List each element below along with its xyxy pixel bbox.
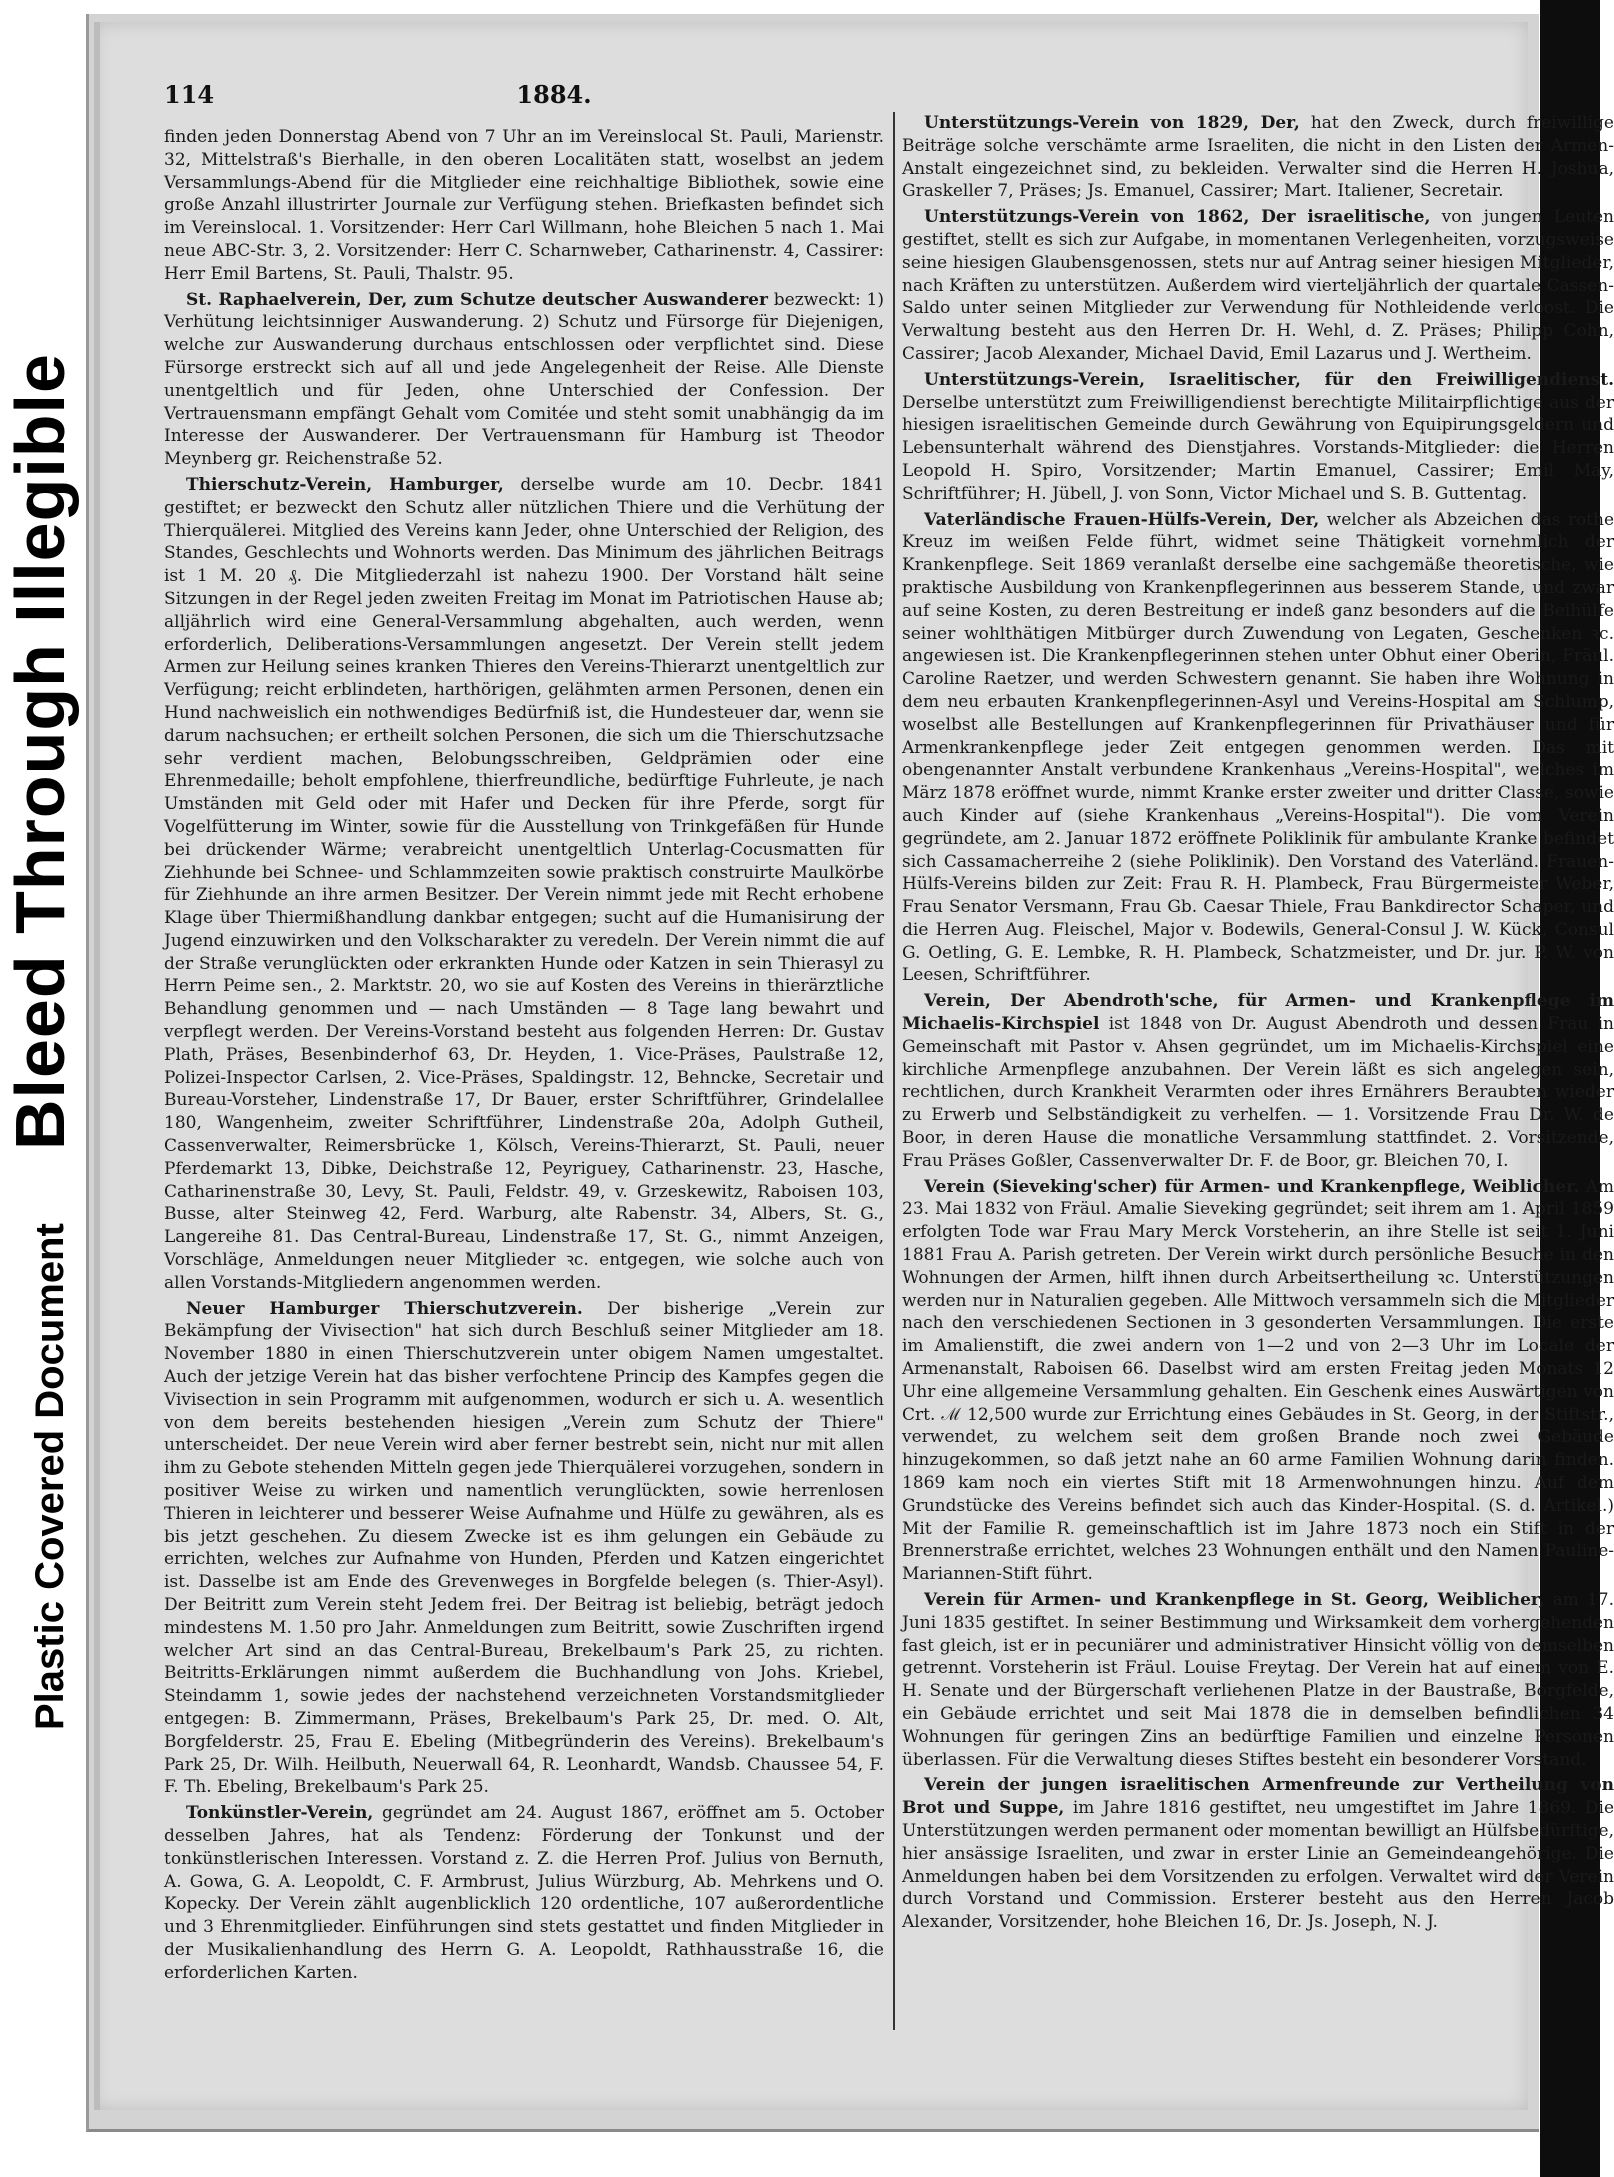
entry-text: welcher als Abzeichen das rothe Kreuz im weißen Felde führt, widmet seine Thätigkeit vornehmlich der Krankenpflege. Seit 1869 veranlaßt derselbe eine sachgemäße theoretische, wie praktische Ausbildung von Krankenpflegerinnen aus besserem Stande, und zwar auf seine Kosten, zu deren Bestreitung er indeß ganz besonders auf die Beihülfe seiner wohlthätigen Mitbürger durch Zuwendung von Legaten, Geschenken ꝛc. angewiesen ist. Die Krankenpflegerinnen stehen unter Obhut einer Oberin, Fräul. Caroline Raetzer, und werden Schwestern genannt. Sie haben ihre Wohnung in dem neu erbauten Krankenpflegerinnen-Asyl und Vereins-Hospital am Schlump, woselbst alle Bestellungen auf Krankenpflegerinnen für Privathäuser und für Armenkrankenpflege jeder Zeit entgegen genommen werden. Das mit obengenannter Anstalt verbundene Krankenhaus „Vereins-Hospital", welches im März 1878 eröffnet wurde, nimmt Kranke erster zweiter und dritter Classe, sowie auch Kinder auf (siehe Krankenhaus „Vereins-Hospital"). Die vom Verein gegründete, am 2. Januar 1872 eröffnete Poliklinik für ambulante Kranke befindet sich Cassamacherreihe 2 (siehe Poliklinik). Den Vorstand des Vaterländ. Frauen-Hülfs-Vereins bilden zur Zeit: Frau R. H. Plambeck, Frau Bürgermeister Weber, Frau Senator Versmann, Frau Gb. Caesar Thiele, Frau Bankdirector Schaper, und die Herren Aug. Fleischel, Major v. Bodewils, General-Consul J. W. Kück, Consul G. Oetling, G. E. Lembke, R. H. Plambeck, Schatzmeister, und Dr. jur. P. W. von Leesen, Schriftführer. <box>902 509 1614 986</box>
entry-text: derselbe wurde am 10. Decbr. 1841 gestiftet; er bezweckt den Schutz aller nützlichen Thiere und die Verhütung der Thierquälerei. Mitglied des Vereins kann Jeder, ohne Unterschied der Religion, des Standes, Geschlechts und Wohnorts werden. Das Minimum des jährlichen Beitrags ist 1 M. 20 ₰. Die Mitgliederzahl ist nahezu 1900. Der Vorstand hält seine Sitzungen in der Regel jeden zweiten Freitag im Monat im Patriotischen Hause ab; alljährlich wird eine General-Versammlung abgehalten, auch werden, wenn erforderlich, Deliberations-Versammlungen angesetzt. Der Verein stellt jedem Armen zur Heilung seines kranken Thieres den Vereins-Thierarzt unentgeltlich zur Verfügung; reicht erblindeten, harthörigen, gelähmten armen Personen, denen ein Hund nachweislich ein nothwendiges Bedürfniß ist, die Hundesteuer dar, wenn sie darum nachsuchen; er ertheilt solchen Personen, die sich um die Thierschutzsache sehr verdient machen, Belobungsschreiben, Geldprämien oder eine Ehrenmedaille; beholt empfohlene, thierfreundliche, bedürftige Fuhrleute, je nach Umständen mit Geld oder mit Hafer und Decken für ihre Pferde, sorgt für Vogelfütterung im Winter, sowie für die Ausstellung von Trinkgefäßen für Hunde bei drückender Wärme; verabreicht unentgeltlich Unterlag-Cocusmatten für Ziehhunde bei Schnee- und Schlammzeiten sowie praktisch construirte Maulkörbe für Ziehhunde an ihre armen Besitzer. Der Verein nimmt jede mit Recht erhobene Klage über Thiermißhandlung dankbar entgegen; sucht auf die Humanisirung der Jugend einzuwirken und den Volkscharakter zu veredeln. Der Verein nimmt die auf der Straße verunglückten oder erkrankten Hunde oder Katzen in sein Thierasyl zu Herrn Peime sen., 2. Marktstr. 20, wo sie auf Kosten des Vereins in thierärztliche Behandlung genommen und — nach Umständen — 8 Tage lang bewahrt und verpflegt werden. Der Vereins-Vorstand besteht aus folgenden Herren: Dr. Gustav Plath, Präses, Besenbinderhof 63, Dr. Heyden, 1. Vice-Präses, Paulstraße 12, Polizei-Inspector Carlsen, 2. Vice-Präses, Spaldingstr. 12, Behncke, Secretair und Bureau-Vorsteher, Lindenstraße 17, Dr Bauer, erster Schriftführer, Grindelallee 180, Wangenheim, zweiter Schriftführer, Lindenstraße 20a, Adolph Gutheil, Cassenverwalter, Reimersbrücke 1, Kölsch, Vereins-Thierarzt, St. Pauli, neuer Pferdemarkt 13, Dibke, Deichstraße 12, Peyriguey, Catharinenstr. 23, Hasche, Catharinenstraße 30, Levy, St. Pauli, Feldstr. 49, v. Grzeskewitz, Raboisen 103, Busse, alter Steinweg 42, Ferd. Warburg, alte Rabenstr. 34, Albers, St. G., Langereihe 81. Das Central-Bureau, Lindenstraße 17, St. G., nimmt Anzeigen, Vorschläge, Anmeldungen neuer Mitglieder ꝛc. entgegen, wie solche auch von allen Vorstands-Mitgliedern angenommen werden. <box>164 474 884 1293</box>
entry <box>902 990 1614 1172</box>
entry-title: Verein der jungen israelitischen Armenfreunde zur Vertheilung von Brot und Suppe, <box>902 1775 1614 1819</box>
entry-text: im Jahre 1816 gestiftet, neu umgestiftet im Jahre 1869. Die Unterstützungen werden permanent oder momentan bewilligt an Hülfsbedürftige, hier ansässige Israeliten, und zwar in erster Linie an Gemeindeangehörige. Die Anmeldungen haben bei dem Vorsitzenden zu erfolgen. Verwaltet wird der Verein durch Vorstand und Commission. Ersterer besteht aus den Herren Jacob Alexander, Vorsitzender, hohe Bleichen 16, Dr. Js. Joseph, N. J. <box>902 1798 1614 1933</box>
entry-text: gegründet am 24. August 1867, eröffnet am 5. October desselben Jahres, hat als Tendenz: Förderung der Tonkunst und der tonkünstlerischen Interessen. Vorstand z. Z. die Herren Prof. Julius von Bernuth, A. Gowa, G. A. Leopoldt, C. F. Armbrust, Julius Würzburg, Ab. Mehrkens und O. Kopecky. Der Verein zählt augenblicklich 120 ordentliche, 107 außerordentliche und 3 Ehrenmitglieder. Einführungen sind stets gestattet und finden Mitglieder in der Musikalienhandlung des Herrn G. A. Leopoldt, Rathhausstraße 16, die erforderlichen Karten. <box>164 1803 885 1983</box>
page-year: 1884. <box>516 80 592 109</box>
entry-title: Tonkünstler-Verein, <box>186 1803 374 1824</box>
left-column <box>164 126 884 2036</box>
entry-title: Thierschutz-Verein, Hamburger, <box>186 474 504 495</box>
entry-title: Unterstützungs-Verein, Israelitischer, für den Freiwilligendienst. <box>924 369 1614 390</box>
entry <box>164 474 884 1295</box>
entry-text: Derselbe unterstützt zum Freiwilligendienst berechtigte Militairpflichtige aus der hiesigen israelitischen Gemeinde durch Gewährung von Equipirungsgeldern und Lebensunterhalt während des Dienstjahres. Vorstands-Mitglieder: die Herren Leopold H. Spiro, Vorsitzender; Martin Emanuel, Cassirer; Emil May, Schriftführer; H. Jübell, J. von Sonn, Victor Michael und S. B. Guttentag. <box>902 392 1614 504</box>
plastic-covered-label: Plastic Covered Document <box>28 1223 72 1730</box>
document-page <box>94 22 1614 2110</box>
entry-title: Unterstützungs-Verein von 1829, Der, <box>924 113 1300 133</box>
entry-text: finden jeden Donnerstag Abend von 7 Uhr an im Vereinslocal St. Pauli, Marienstr. 32, Mittelstraß's Bierhalle, in den oberen Localitäten statt, woselbst an jedem Versammlungs-Abend für die Mitglieder eine reichhaltige Bibliothek, sowie eine große Anzahl illustrirter Journale zur Verfügung stehen. Briefkasten befindet sich im Vereinslocal. 1. Vorsitzender: Herr Carl Willmann, hohe Bleichen 5 nach 1. Mai neue ABC-Str. 3, 2. Vorsitzender: Herr C. Scharnweber, Catharinenstr. 4, Cassirer: Herr Emil Bartens, St. Pauli, Thalstr. 95. <box>164 127 884 284</box>
bleed-through-label: Bleed Through Illegible <box>1 353 79 1150</box>
entry-text: am 17. Juni 1835 gestiftet. In seiner Bestimmung und Wirksamkeit dem vorhergehenden fast gleich, ist er in pecuniärer und administrativer Hinsicht völlig von demselben getrennt. Vorsteherin ist Fräul. Louise Freytag. Der Verein hat auf einem von E. H. Senate und der Bürgerschaft verliehenen Platze in der Baustraße, Borgfelde, ein Gebäude errichtet und seit Mai 1878 die in demselben befindlichen 34 Wohnungen für geringen Zins an bedürftige Familien und einzelne Personen überlassen. Für die Verwaltung dieses Stiftes besteht ein besonderer Vorstand. <box>902 1590 1614 1770</box>
page-number: 114 <box>164 80 215 109</box>
entry-title: Verein (Sieveking'scher) für Armen- und Krankenpflege, Weiblicher. <box>924 1176 1580 1197</box>
entry-text: bezweckt: 1) Verhütung leichtsinniger Auswanderung. 2) Schutz und Fürsorge für Diejenigen, welche zur Auswanderung durchaus entschlossen oder verpflichtet sind. Diese Fürsorge erstreckt sich auf all und jede Angelegenheit der Reise. Alle Dienste unentgeltlich und für Jeden, ohne Unterschied der Confession. Der Vertrauensmann empfängt Gehalt vom Comitée und steht somit unabhängig da im Interesse der Auswanderer. Der Vertrauensmann für Hamburg ist Theodor Meynberg gr. Reichenstraße 52. <box>164 289 884 470</box>
entry <box>902 1176 1614 1586</box>
entry <box>902 1774 1614 1934</box>
entry-title: Verein für Armen- und Krankenpflege in St. Georg, Weiblicher, <box>924 1590 1545 1610</box>
page-gutter <box>94 22 100 2110</box>
entry <box>164 1298 884 1800</box>
entry-text: Der bisherige „Verein zur Bekämpfung der Vivisection" hat sich durch Beschluß seiner Mitglieder am 18. November 1880 in einen Thierschutzverein unter obigem Namen umgestaltet. Auch der jetzige Verein hat das bisher verfochtene Princip des Kampfes gegen die Vivisection in sein Programm mit aufgenommen, wodurch er sich u. A. wesentlich von dem bereits bestehenden hiesigen „Verein zum Schutz der Thiere" unterscheidet. Der neue Verein wird aber ferner bestrebt sein, nicht nur mit allen ihm zu Gebote stehenden Mitteln gegen jede Thierquälerei vorzugehen, sondern in positiver Weise zu wirken und namentlich verunglückten, sowie herrenlosen Thieren in leichterer und besserer Weise Aufnahme und Hülfe zu gewähren, als es bis jetzt geschehen. Zu diesem Zwecke ist es ihm gelungen ein Gebäude zu errichten, welches zur Aufnahme von Hunden, Pferden und Katzen eingerichtet ist. Dasselbe ist am Ende des Grevenweges in Borgfelde belegen (s. Thier-Asyl). Der Beitritt zum Verein steht Jedem frei. Der Beitrag ist beliebig, beträgt jedoch mindestens M. 1.50 pro Jahr. Anmeldungen zum Beitritt, sowie Zuschriften irgend welcher Art sind an das Central-Bureau, Brekelbaum's Park 25, zu richten. Beitritts-Erklärungen nimmt außerdem die Buchhandlung von Johs. Kriebel, Steindamm 1, sowie jedes der nachstehend verzeichneten Vorstandsmitglieder entgegen: B. Zimmermann, Präses, Brekelbaum's Park 25, Dr. med. O. Alt, Borgfelderstr. 25, Frau E. Ebeling (Mitbegründerin des Vereins). Brekelbaum's Park 25, Dr. Wilh. Heilbuth, Neuerwall 64, R. Leonhardt, Wandsb. Chaussee 54, F. F. Th. Ebeling, Brekelbaum's Park 25. <box>164 1298 884 1798</box>
entry-title: Neuer Hamburger Thierschutzverein. <box>186 1298 583 1319</box>
page-header <box>164 80 944 120</box>
entry <box>164 1802 884 1984</box>
entry-text: ist 1848 von Dr. August Abendroth und dessen Frau in Gemeinschaft mit Pastor v. Ahsen gegründet, um im Michaelis-Kirchspiel eine kirchliche Armenpflege anzubahnen. Der Verein läßt es sich angelegen sein, rechtlichen, durch Krankheit Verarmten oder ihres Ernährers Beraubten wieder zu Erwerb und Selbständigkeit zu verhelfen. — 1. Vorsitzende Frau Dr. W. de Boor, in deren Hause die monatliche Versammlung stattfindet. 2. Vorsitzende, Frau Präses Goßler, Cassenverwalter Dr. F. de Boor, gr. Bleichen 70, I. <box>902 1014 1614 1171</box>
column-divider <box>893 112 895 2030</box>
entry <box>902 509 1614 988</box>
entry <box>164 126 884 286</box>
entry-title: Vaterländische Frauen-Hülfs-Verein, Der, <box>924 509 1320 530</box>
entry <box>902 369 1614 506</box>
entry <box>902 1589 1614 1771</box>
entry <box>164 289 884 471</box>
entry-title: Verein, Der Abendroth'sche, für Armen- und Krankenpflege im Michaelis-Kirchspiel <box>902 991 1614 1035</box>
entry-text: von jungen Leuten gestiftet, stellt es sich zur Aufgabe, in momentanen Verlegenheiten, vorzugsweise seine hiesigen Glaubensgenossen, stets nur auf Antrag seiner hiesigen Mitglieder, nach Kräften zu unterstützen. Außerdem wird vierteljährlich der quartale Cassen-Saldo unter seinen Mitglieder zur Verwendung für Nothleidende verloost. Die Verwaltung besteht aus den Herren Dr. H. Wehl, d. Z. Präses; Philipp Cohn, Cassirer; Jacob Alexander, Michael David, Emil Lazarus und J. Wertheim. <box>902 207 1614 364</box>
entry-text: Am 23. Mai 1832 von Fräul. Amalie Sieveking gegründet; seit ihrem am 1. April 1859 erfolgten Tode war Frau Mary Merck Vorsteherin, an ihre Stelle ist seit 1. Juni 1881 Frau A. Parish getreten. Der Verein wirkt durch persönliche Besuche in den Wohnungen der Armen, hilft ihnen durch Arbeitsertheilung ꝛc. Unterstützungen werden nur in Naturalien gegeben. Alle Mittwoch versammeln sich die Mitglieder nach den verschiedenen Sectionen in 3 gesonderten Versammlungen. Die erste im Amalienstift, die zwei andern von 1—2 und von 2—3 Uhr im Locale der Armenanstalt, Raboisen 66. Daselbst wird am ersten Freitag jeden Monats 12 Uhr eine allgemeine Versammlung gehalten. Ein Geschenk eines Auswärtigen von Crt. ℳ 12,500 wurde zur Errichtung eines Gebäudes in St. Georg, in der Stiftstr., verwendet, zu welchem seit dem großen Brande noch zwei Gebäude hinzugekommen, so daß jetzt nahe an 60 arme Familien Wohnung darin finden. 1869 kam noch ein viertes Stift mit 18 Armenwohnungen hinzu. Auf dem Grundstücke des Vereins befindet sich auch das Kinder-Hospital. (S. d. Artikel.) Mit der Familie R. gemeinschaftlich ist im Jahre 1873 noch ein Stift in der Brennerstraße errichtet, welches 23 Wohnungen enthält und den Namen Pauline-Mariannen-Stift führt. <box>902 1176 1614 1585</box>
entry <box>902 112 1614 203</box>
entry-title: St. Raphaelverein, Der, zum Schutze deutscher Auswanderer <box>186 289 768 310</box>
entry <box>902 206 1614 366</box>
entry-title: Unterstützungs-Verein von 1862, Der israelitische, <box>924 207 1431 228</box>
entry-text: hat den Zweck, durch freiwillige Beiträge solche verschämte arme Israeliten, die nicht in den Listen der Armen-Anstalt eingezeichnet sind, zu bekleiden. Verwalter sind die Herren H. Joshua, Graskeller 7, Präses; Js. Emanuel, Cassirer; Mart. Italiener, Secretair. <box>902 113 1614 202</box>
right-column <box>902 112 1614 2037</box>
